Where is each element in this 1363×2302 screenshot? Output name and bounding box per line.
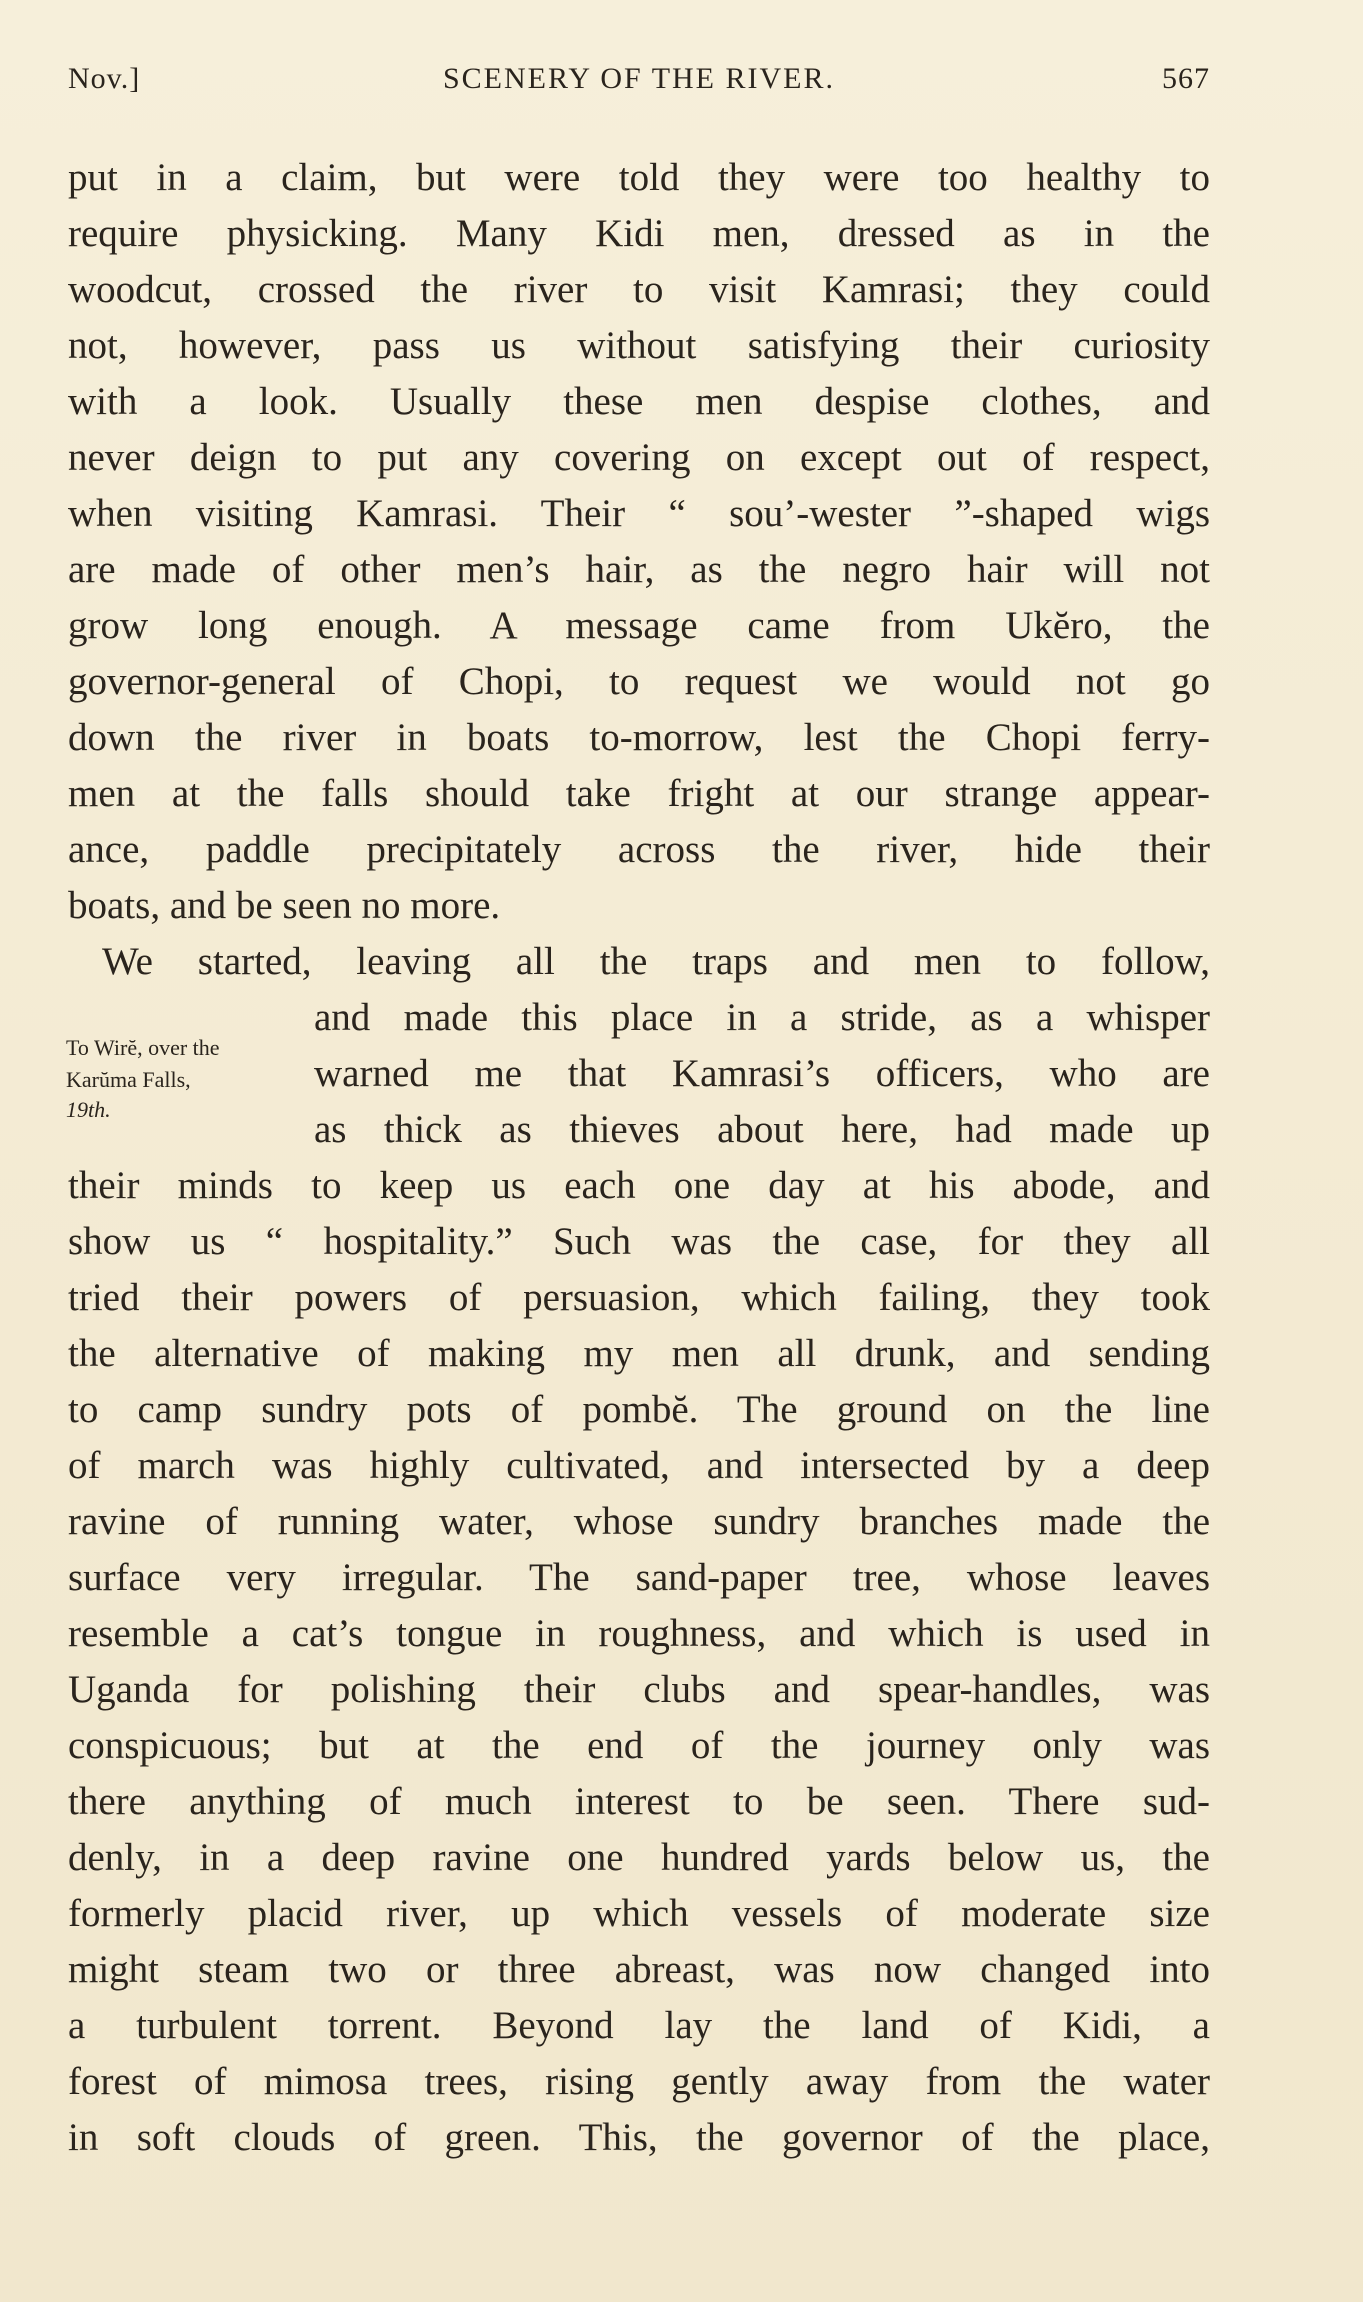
text-line: ravine of running water, whose sundry branches made the (68, 1500, 1210, 1543)
text-line: the alternative of making my men all drunk, and sending (68, 1332, 1210, 1375)
text-line: there anything of much interest to be seen. There sud- (68, 1780, 1210, 1823)
page-number: 567 (1162, 62, 1210, 95)
text-line: require physicking. Many Kidi men, dressed as in the (68, 212, 1210, 255)
text-line: when visiting Kamrasi. Their “ sou’-wester ”-shaped wigs (68, 492, 1210, 535)
text-line: woodcut, crossed the river to visit Kamrasi; they could (68, 268, 1210, 311)
text-line: boats, and be seen no more. (68, 884, 501, 927)
paragraph-first-line: We started, leaving all the traps and men to follow, (102, 940, 1210, 983)
running-header (68, 62, 1210, 112)
margin-note-line: Karŭma Falls, (66, 1067, 191, 1092)
margin-note-date: 19th. (66, 1097, 111, 1122)
text-line: tried their powers of persuasion, which failing, they took (68, 1276, 1210, 1319)
text-line: as thick as thieves about here, had made up (314, 1108, 1210, 1151)
header-month: Nov.] (68, 62, 141, 95)
text-line: down the river in boats to-morrow, lest the Chopi ferry- (68, 716, 1210, 759)
text-line: in soft clouds of green. This, the governor of the place, (68, 2116, 1210, 2159)
text-line: men at the falls should take fright at our strange appear- (68, 772, 1210, 815)
text-line: surface very irregular. The sand-paper tree, whose leaves (68, 1556, 1210, 1599)
text-line: with a look. Usually these men despise clothes, and (68, 380, 1210, 423)
text-line: their minds to keep us each one day at his abode, and (68, 1164, 1210, 1207)
text-line: conspicuous; but at the end of the journey only was (68, 1724, 1210, 1767)
text-line: warned me that Kamrasi’s officers, who are (314, 1052, 1210, 1095)
header-title: SCENERY OF THE RIVER. (442, 62, 836, 95)
text-line: never deign to put any covering on except out of respect, (68, 436, 1210, 479)
text-line: Uganda for polishing their clubs and spear-handles, was (68, 1668, 1210, 1711)
text-line: to camp sundry pots of pombĕ. The ground on the line (68, 1388, 1210, 1431)
text-line: formerly placid river, up which vessels of moderate size (68, 1892, 1210, 1935)
text-line: forest of mimosa trees, rising gently away from the water (68, 2060, 1210, 2103)
text-line: might steam two or three abreast, was now changed into (68, 1948, 1210, 1991)
text-line: not, however, pass us without satisfying their curiosity (68, 324, 1210, 367)
text-line: resemble a cat’s tongue in roughness, and which is used in (68, 1612, 1210, 1655)
text-line: and made this place in a stride, as a whisper (314, 996, 1210, 1039)
text-line: governor-general of Chopi, to request we would not go (68, 660, 1210, 703)
margin-note-line: To Wirĕ, over the (66, 1035, 220, 1060)
text-line: a turbulent torrent. Beyond lay the land of Kidi, a (68, 2004, 1210, 2047)
text-line: show us “ hospitality.” Such was the case, for they all (68, 1220, 1210, 1263)
text-line: ance, paddle precipitately across the river, hide their (68, 828, 1210, 871)
text-line: denly, in a deep ravine one hundred yards below us, the (68, 1836, 1210, 1879)
text-line: put in a claim, but were told they were too healthy to (68, 156, 1210, 199)
text-line: grow long enough. A message came from Ukĕro, the (68, 604, 1210, 647)
text-line: are made of other men’s hair, as the negro hair will not (68, 548, 1210, 591)
text-line: of march was highly cultivated, and intersected by a deep (68, 1444, 1210, 1487)
